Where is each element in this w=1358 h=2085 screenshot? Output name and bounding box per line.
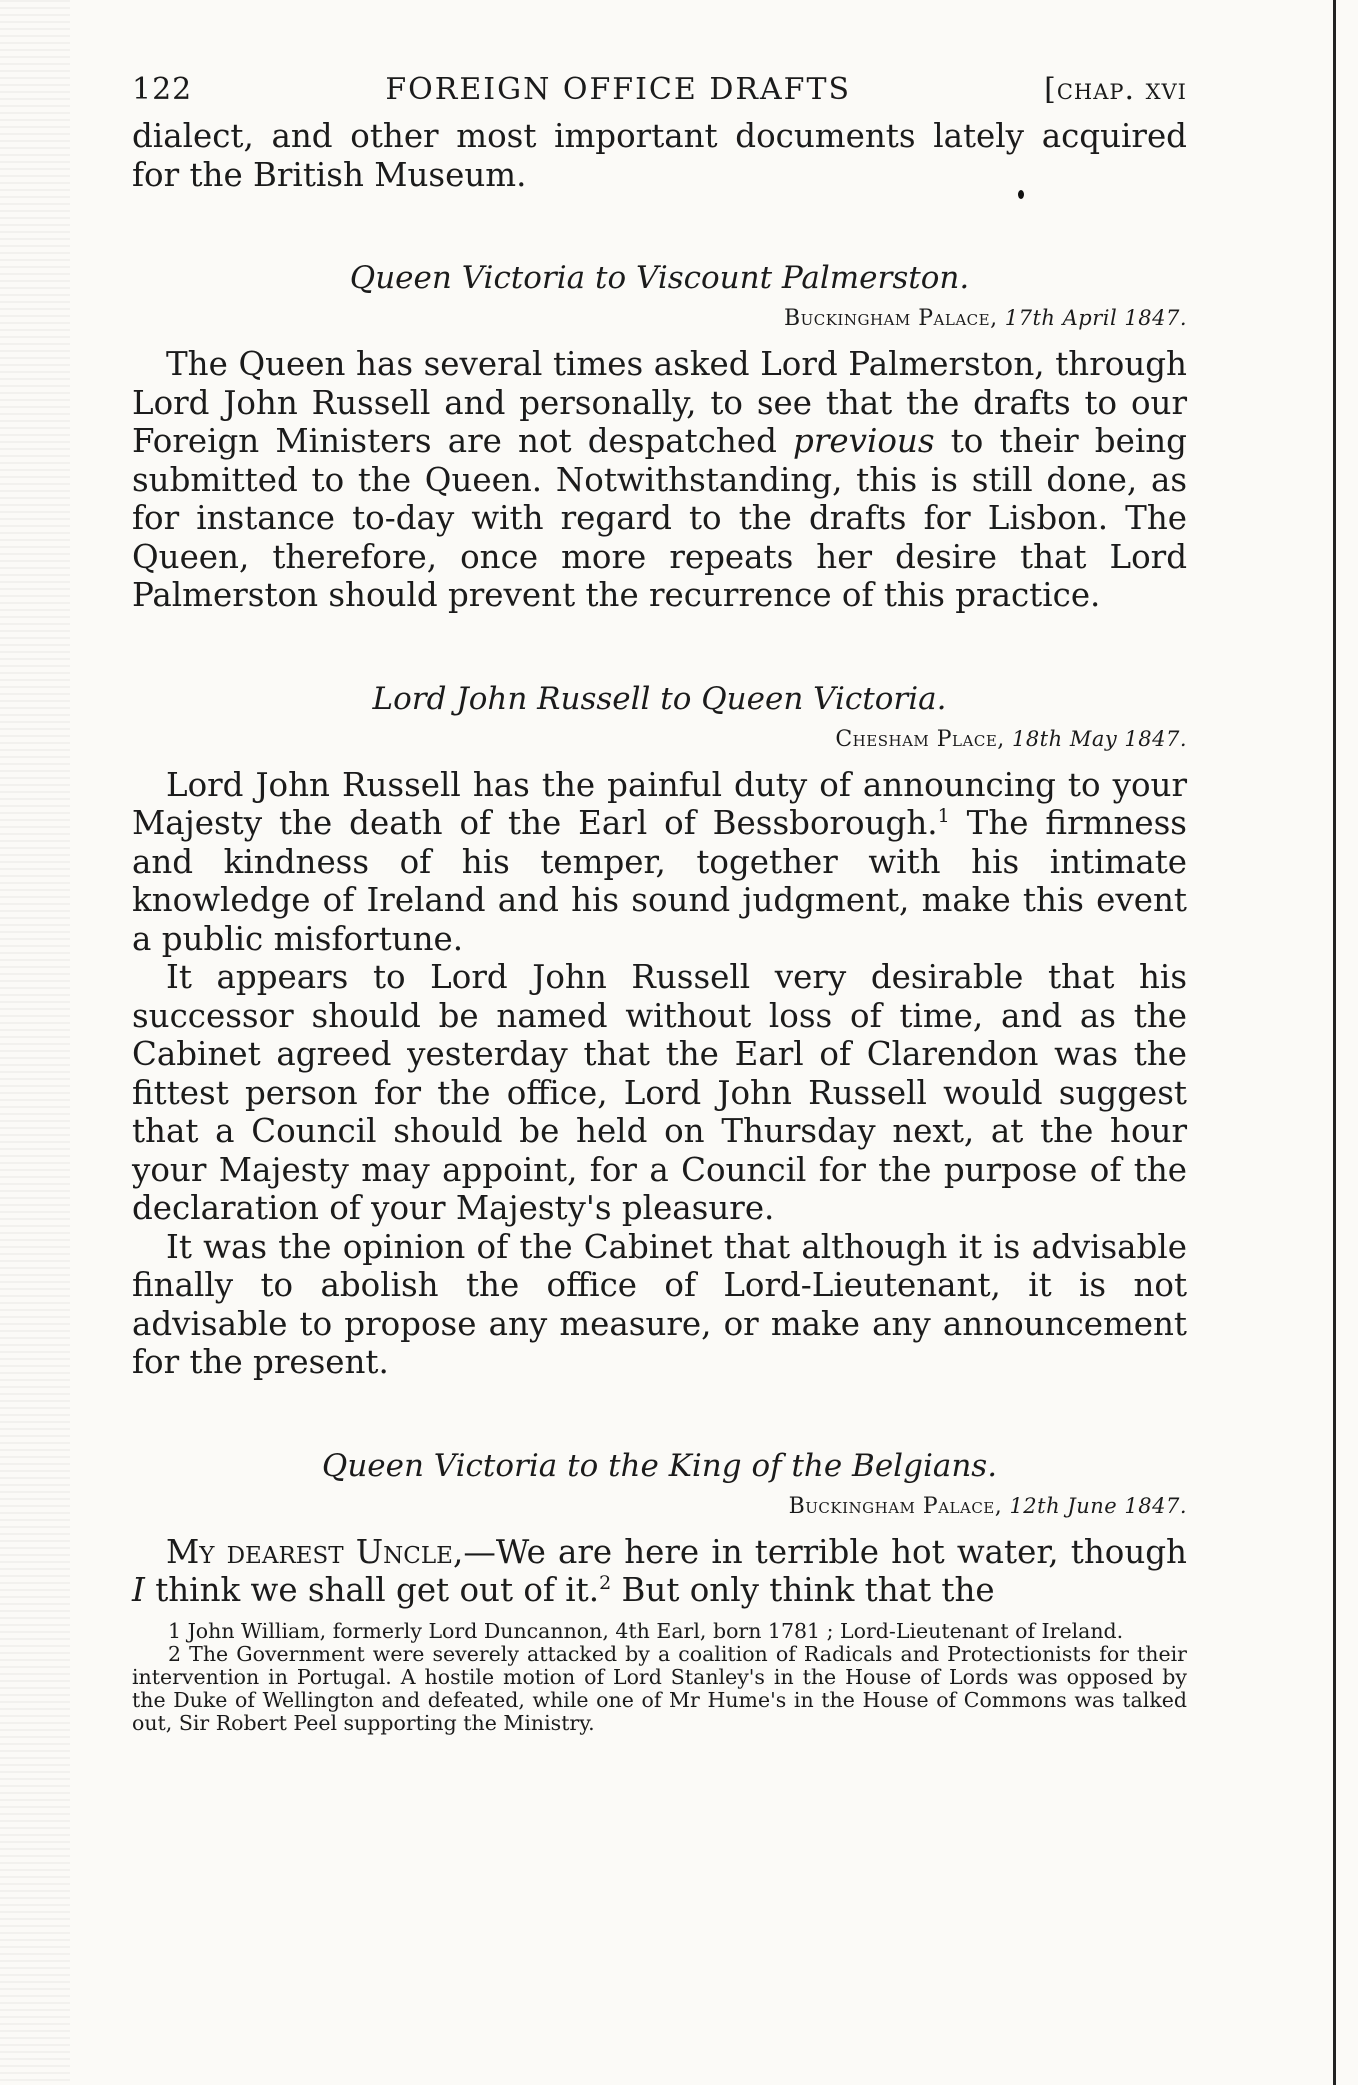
letter-dateline [132,727,1187,752]
chapter-label: [chap. xvi [1044,72,1187,107]
text-run: —We are here in terrible hot water, though [463,1532,1187,1571]
letter-heading: Queen Victoria to Viscount Palmerston. [349,260,970,296]
dateline-date: 18th May 1847. [1011,726,1187,751]
page-edge-line [1333,0,1336,2085]
footnote-text: The Government were severely attacked by a coalition of Radicals and Protectionists for their intervention in Portugal. A hostile motion of Lord Stanley's in the House of Lords was opposed by the Duke of Wellington and defeated, while one of Mr Hume's in the House of Commons was talked out, Sir Robert Peel supporting the Ministry. [132,1641,1187,1735]
scan-gutter-shadow [0,0,70,2085]
running-head [132,72,1187,107]
running-title: FOREIGN OFFICE DRAFTS [385,72,852,107]
text-run: The Queen has several times asked Lord Palmerston, through Lord John Russell and personally, to see that the drafts to our Foreign Ministers are not despatched [132,345,1187,460]
footnote-ref: 2 [599,1572,612,1595]
dateline-place: Buckingham Palace, [783,306,998,331]
footnote [132,1643,1187,1735]
dateline-date: 17th April 1847. [1004,306,1187,330]
letter-paragraph: It was the opinion of the Cabinet that although it is advisable finally to abolish the office of Lord-Lieutenant, it is not advisable to propose any measure, or make any announcement for the present. [132,1227,1187,1381]
page-number: 122 [132,72,193,107]
footnote-mark: 2 [168,1641,182,1666]
italic-emphasis: I [132,1571,145,1609]
footnote-text: John William, formerly Lord Duncannon, 4th Earl, born 1781 ; Lord-Lieutenant of Ireland. [187,1618,1124,1643]
italic-emphasis: previous [793,422,935,460]
letter-dateline [132,1494,1187,1519]
text-run: The firmness and kindness of his temper, together with his intimate knowledge of Ireland and his sound judgment, make this event a public misfortune. [132,804,1187,958]
letter-paragraph [132,766,1187,959]
dateline-date: 12th June 1847. [1009,1493,1187,1518]
text-run: think we shall get out of it. [155,1571,600,1609]
footnotes [132,1620,1187,1735]
text-run: Lord John Russell has the painful duty of announcing to your Majesty the death of the Earl of Bessborough. [132,765,1187,842]
salutation: My dearest Uncle, [166,1532,464,1571]
footnote [132,1620,1187,1643]
letter-dateline [132,306,1187,331]
letter-heading: Queen Victoria to the King of the Belgians. [321,1447,998,1484]
letter-paragraph [132,1533,1187,1610]
letter-paragraph [132,345,1187,615]
intro-paragraph: dialect, and other most important documents lately acquired for the British Museum. [132,117,1187,194]
text-run: to their being submitted to the Queen. Notwithstanding, this is still done, as for instance to-day with regard to the drafts for Lisbon. The Queen, therefore, once more repeats her desire that Lord Palmerston should prevent the recurrence of this practice. [132,422,1187,614]
letter-paragraph: It appears to Lord John Russell very desirable that his successor should be named without loss of time, and as the Cabinet agreed yesterday that the Earl of Clarendon was the fittest person for the office, Lord John Russell would suggest that a Council should be held on Thursday next, at the hour your Majesty may appoint, for a Council for the purpose of the declaration of your Majesty's pleasure. [132,958,1187,1227]
dateline-place: Chesham Place, [835,726,1005,752]
footnote-ref: 1 [937,805,950,828]
page-content [132,72,1187,1735]
dateline-place: Buckingham Palace, [788,1493,1003,1519]
text-run: But only think that the [621,1571,995,1609]
footnote-mark: 1 [168,1618,182,1643]
letter-heading: Lord John Russell to Queen Victoria. [372,680,947,717]
